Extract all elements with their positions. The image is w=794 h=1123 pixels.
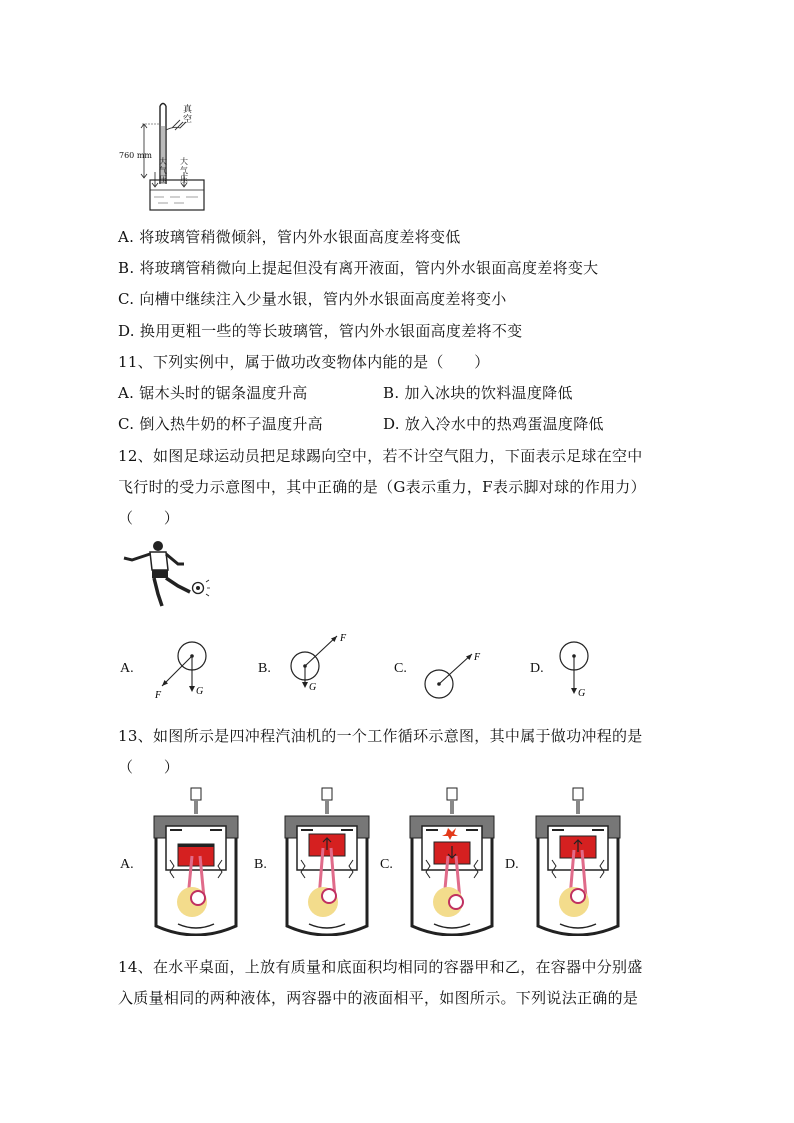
q13-engine-c [404,786,500,936]
label-vacuum-2: 空 [183,115,193,125]
q14-stem-line1: 14、在水平桌面，上放有质量和底面积均相同的容器甲和乙，在容器中分别盛 [118,958,643,976]
q13-stem-line2: （ ） [118,758,180,776]
q12-stem-line3: （ ） [118,509,180,527]
q12-b-F-label: F [340,633,347,644]
q13-engine-a [148,786,244,936]
q10-option-d: D. 换用更粗一些的等长玻璃管，管内外水银面高度差将不变 [118,322,523,340]
q12-option-c-label: C. [394,661,407,676]
label-vacuum-1: 真 [183,105,193,115]
q12-option-d-diagram [555,636,595,702]
q10-option-c: C. 向槽中继续注入少量水银，管内外水银面高度差将变小 [118,290,507,308]
q12-stem-line1: 12、如图足球运动员把足球踢向空中，若不计空气阻力，下面表示足球在空中 [118,447,643,465]
q13-engine-d [530,786,626,936]
q12-option-b-label: B. [258,661,271,676]
q14-stem-line2: 入质量相同的两种液体，两容器中的液面相平，如图所示。下列说法正确的是 [118,989,639,1007]
label-pressure-right: 大 气 压 [180,157,188,184]
q12-d-G-label: G [578,688,586,699]
q12-a-F-label: F [155,690,162,701]
q13-option-a-label: A. [120,857,134,872]
q12-option-c-diagram [420,646,490,702]
q10-option-b: B. 将玻璃管稍微向上提起但没有离开液面，管内外水银面高度差将变大 [118,259,599,277]
q12-c-F-label: F [474,652,481,663]
label-760mm: 760 mm [119,151,152,160]
q13-option-c-label: C. [380,857,393,872]
q12-a-G-label: G [196,686,204,697]
q12-option-a-label: A. [120,661,134,676]
q11-option-c: C. 倒入热牛奶的杯子温度升高 [118,415,323,433]
q11-option-d: D. 放入冷水中的热鸡蛋温度降低 [383,415,604,433]
q12-option-a-diagram [150,636,210,702]
q13-option-d-label: D. [505,857,519,872]
q10-option-a: A. 将玻璃管稍微倾斜，管内外水银面高度差将变低 [118,228,461,246]
q12-option-b-diagram [285,630,355,690]
q13-option-b-label: B. [254,857,267,872]
football-player-figure [120,540,212,612]
q12-stem-line2: 飞行时的受力示意图中，其中正确的是（G表示重力，F表示脚对球的作用力） [118,478,646,496]
label-pressure-left: 大 气 压 [159,157,167,184]
q11-option-a: A. 锯木头时的锯条温度升高 [118,384,308,402]
q11-stem: 11、下列实例中，属于做功改变物体内能的是（ ） [118,353,490,371]
q12-b-G-label: G [309,682,317,690]
q12-option-d-label: D. [530,661,544,676]
q13-engine-b [279,786,375,936]
q11-option-b: B. 加入冰块的饮料温度降低 [383,384,573,402]
q13-stem-line1: 13、如图所示是四冲程汽油机的一个工作循环示意图，其中属于做功冲程的是 [118,727,643,745]
